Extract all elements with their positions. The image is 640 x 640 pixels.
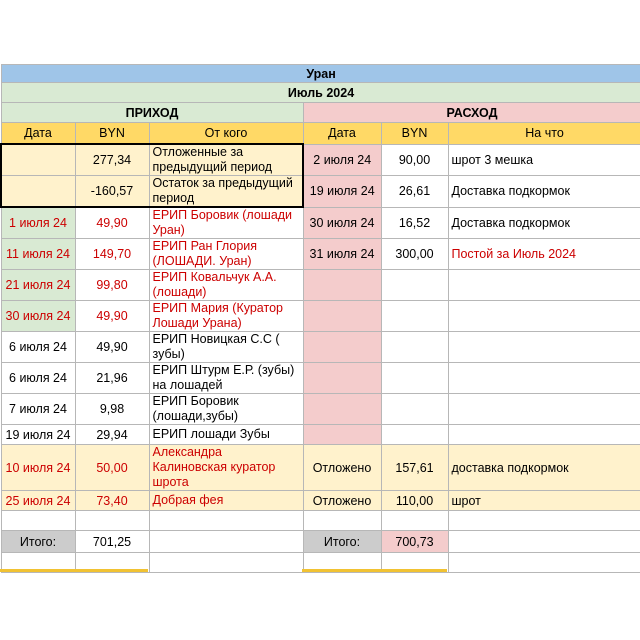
col-header-in-date[interactable]: Дата <box>1 123 75 145</box>
cell-in-amount[interactable]: 49,90 <box>75 301 149 332</box>
cell-in-amount[interactable]: 73,40 <box>75 491 149 511</box>
income-bottom-border <box>0 569 148 572</box>
table-row <box>1 394 640 425</box>
cell-in-date[interactable]: 21 июля 24 <box>1 270 75 301</box>
cell-in-date[interactable]: 6 июля 24 <box>1 363 75 394</box>
cell-out-amount[interactable] <box>381 301 448 332</box>
cell-out-amount[interactable] <box>381 332 448 363</box>
cell-in-from[interactable]: ЕРИП Ран Глория (ЛОШАДИ. Уран) <box>149 239 303 270</box>
cell-in-from[interactable]: Отложенные за предыдущий период <box>149 144 303 176</box>
empty-cell <box>381 511 448 531</box>
cell-out-for[interactable] <box>448 394 640 425</box>
empty-cell <box>303 511 381 531</box>
cell-in-from[interactable]: Остаток за предыдущий период <box>149 176 303 208</box>
totals-row <box>1 531 640 553</box>
cell-out-for[interactable]: шрот <box>448 491 640 511</box>
cell-out-for[interactable] <box>448 332 640 363</box>
cell-out-amount[interactable] <box>381 363 448 394</box>
expense-total-label[interactable]: Итого: <box>303 531 381 553</box>
cell-out-date[interactable] <box>303 332 381 363</box>
cell-out-amount[interactable] <box>381 270 448 301</box>
cell-in-amount[interactable]: 50,00 <box>75 445 149 491</box>
empty-cell <box>75 511 149 531</box>
empty-cell <box>448 511 640 531</box>
table-row <box>1 176 640 208</box>
expense-header[interactable]: РАСХОД <box>303 103 640 123</box>
table-row <box>1 445 640 491</box>
col-header-in-amount[interactable]: BYN <box>75 123 149 145</box>
cell-out-for[interactable] <box>448 270 640 301</box>
cell-out-amount[interactable]: 90,00 <box>381 144 448 176</box>
cell-out-amount[interactable]: 300,00 <box>381 239 448 270</box>
cell-out-amount[interactable]: 16,52 <box>381 207 448 239</box>
empty-cell <box>149 531 303 553</box>
empty-cell <box>1 511 75 531</box>
col-header-out-for[interactable]: На что <box>448 123 640 145</box>
cell-in-date[interactable]: 6 июля 24 <box>1 332 75 363</box>
cell-out-date[interactable] <box>303 270 381 301</box>
table-row <box>1 301 640 332</box>
cell-out-for[interactable] <box>448 301 640 332</box>
cell-in-date[interactable]: 7 июля 24 <box>1 394 75 425</box>
cell-in-from[interactable]: ЕРИП Новицкая С.С ( зубы) <box>149 332 303 363</box>
table-row <box>1 239 640 270</box>
cell-in-amount[interactable]: 277,34 <box>75 144 149 176</box>
cell-out-amount[interactable] <box>381 394 448 425</box>
cell-out-for[interactable]: доставка подкормок <box>448 445 640 491</box>
cell-in-amount[interactable]: 149,70 <box>75 239 149 270</box>
table-row <box>1 207 640 239</box>
cell-in-date[interactable]: 25 июля 24 <box>1 491 75 511</box>
cell-in-from[interactable]: Александра Калиновская куратор шрота <box>149 445 303 491</box>
column-header-row <box>1 123 640 145</box>
cell-in-date[interactable] <box>1 144 75 176</box>
income-total-label[interactable]: Итого: <box>1 531 75 553</box>
cell-in-from[interactable]: ЕРИП Боровик (лошади Уран) <box>149 207 303 239</box>
cell-out-for[interactable] <box>448 425 640 445</box>
income-total-value[interactable]: 701,25 <box>75 531 149 553</box>
cell-in-date[interactable]: 10 июля 24 <box>1 445 75 491</box>
budget-sheet <box>0 64 640 573</box>
table-row <box>1 491 640 511</box>
sheet-title[interactable]: Уран <box>1 65 640 83</box>
section-row <box>1 103 640 123</box>
empty-cell <box>448 553 640 573</box>
cell-out-date[interactable] <box>303 301 381 332</box>
cell-out-for[interactable]: Постой за Июль 2024 <box>448 239 640 270</box>
table-row <box>1 425 640 445</box>
col-header-out-date[interactable]: Дата <box>303 123 381 145</box>
col-header-out-amount[interactable]: BYN <box>381 123 448 145</box>
cell-in-amount[interactable]: 99,80 <box>75 270 149 301</box>
expense-bottom-border <box>302 569 447 572</box>
cell-in-from[interactable]: ЕРИП Ковальчук А.А. (лошади) <box>149 270 303 301</box>
cell-in-amount[interactable]: -160,57 <box>75 176 149 208</box>
empty-cell <box>448 531 640 553</box>
spacer-row <box>1 511 640 531</box>
table-row <box>1 363 640 394</box>
month-row <box>1 83 640 103</box>
cell-out-for[interactable] <box>448 363 640 394</box>
cell-in-amount[interactable]: 49,90 <box>75 332 149 363</box>
cell-out-amount[interactable]: 157,61 <box>381 445 448 491</box>
cell-in-amount[interactable]: 21,96 <box>75 363 149 394</box>
cell-out-date[interactable] <box>303 394 381 425</box>
col-header-in-from[interactable]: От кого <box>149 123 303 145</box>
cell-out-for[interactable]: Доставка подкормок <box>448 207 640 239</box>
income-header[interactable]: ПРИХОД <box>1 103 303 123</box>
cell-in-from[interactable]: Добрая фея <box>149 491 303 511</box>
month-title[interactable]: Июль 2024 <box>1 83 640 103</box>
expense-total-value[interactable]: 700,73 <box>381 531 448 553</box>
cell-in-date[interactable]: 1 июля 24 <box>1 207 75 239</box>
cell-in-from[interactable]: ЕРИП Мария (Куратор Лошади Урана) <box>149 301 303 332</box>
table-row <box>1 332 640 363</box>
table-row <box>1 270 640 301</box>
table-row <box>1 144 640 176</box>
cell-out-for[interactable]: Доставка подкормок <box>448 176 640 208</box>
cell-out-date[interactable]: Отложено <box>303 491 381 511</box>
cell-in-amount[interactable]: 29,94 <box>75 425 149 445</box>
cell-in-date[interactable]: 11 июля 24 <box>1 239 75 270</box>
cell-in-from[interactable]: ЕРИП Штурм Е.Р. (зубы) на лошадей <box>149 363 303 394</box>
cell-in-from[interactable]: ЕРИП лошади Зубы <box>149 425 303 445</box>
cell-out-date[interactable]: 2 июля 24 <box>303 144 381 176</box>
cell-in-amount[interactable]: 49,90 <box>75 207 149 239</box>
cell-in-date[interactable]: 30 июля 24 <box>1 301 75 332</box>
cell-out-amount[interactable] <box>381 425 448 445</box>
cell-in-from[interactable]: ЕРИП Боровик (лошади,зубы) <box>149 394 303 425</box>
cell-out-amount[interactable]: 110,00 <box>381 491 448 511</box>
empty-cell <box>149 511 303 531</box>
cell-in-amount[interactable]: 9,98 <box>75 394 149 425</box>
cell-in-date[interactable]: 19 июля 24 <box>1 425 75 445</box>
empty-cell <box>149 553 303 573</box>
cell-out-date[interactable] <box>303 425 381 445</box>
cell-in-date[interactable] <box>1 176 75 208</box>
cell-out-date[interactable]: 30 июля 24 <box>303 207 381 239</box>
cell-out-date[interactable] <box>303 363 381 394</box>
cell-out-date[interactable]: 31 июля 24 <box>303 239 381 270</box>
cell-out-date[interactable]: 19 июля 24 <box>303 176 381 208</box>
title-row <box>1 65 640 83</box>
cell-out-amount[interactable]: 26,61 <box>381 176 448 208</box>
cell-out-for[interactable]: шрот 3 мешка <box>448 144 640 176</box>
cell-out-date[interactable]: Отложено <box>303 445 381 491</box>
